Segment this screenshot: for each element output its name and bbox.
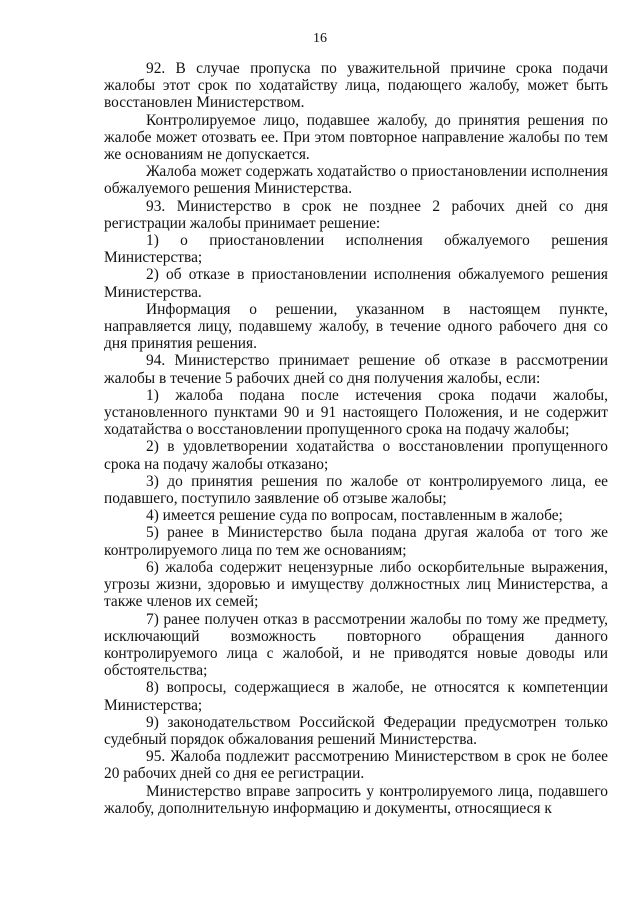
paragraph-94-item-3: 3) до принятия решения по жалобе от контролируемого лица, ее подавшего, поступило заявление об отзыве жалобы;: [104, 472, 608, 508]
paragraph-94-item-9: 9) законодательством Российской Федерации предусмотрен только судебный порядок обжалования решений Министерства.: [104, 713, 608, 748]
paragraph-94-item-2: 2) в удовлетворении ходатайства о восстановлении пропущенного срока на подачу жалобы отказано;: [104, 438, 608, 473]
document-body: [104, 60, 608, 817]
paragraph-94-item-6: 6) жалоба содержит нецензурные либо оскорбительные выражения, угрозы жизни, здоровью и имуществу должностных лиц Министерства, а также членов их семей;: [104, 558, 608, 611]
paragraph-92: 92. В случае пропуска по уважительной причине срока подачи жалобы этот срок по ходатайству лица, подающего жалобу, может быть восстановлен Министерством.: [104, 60, 608, 112]
paragraph-94: 94. Министерство принимает решение об отказе в рассмотрении жалобы в течение 5 рабочих дней со дня получения жалобы, если:: [104, 352, 608, 387]
paragraph-95: 95. Жалоба подлежит рассмотрению Министерством в срок не более 20 рабочих дней со дня ее регистрации.: [104, 748, 608, 783]
page-number: 16: [313, 31, 327, 46]
paragraph-93: 93. Министерство в срок не позднее 2 рабочих дней со дня регистрации жалобы принимает решение:: [104, 197, 608, 232]
paragraph-94-item-5: 5) ранее в Министерство была подана другая жалоба от того же контролируемого лица по тем же основаниям;: [104, 524, 608, 559]
paragraph-94-item-1: 1) жалоба подана после истечения срока подачи жалобы, установленного пунктами 90 и 91 настоящего Положения, и не содержит ходатайства о восстановлении пропущенного срока на подачу жалобы;: [104, 386, 608, 439]
paragraph-withdraw: Контролируемое лицо, подавшее жалобу, до принятия решения по жалобе может отозвать ее. При этом повторное направление жалобы по тем же основаниям не допускается.: [104, 111, 608, 164]
paragraph-additional-info: Министерство вправе запросить у контролируемого лица, подавшего жалобу, дополнительную информацию и документы, относящиеся к: [104, 782, 608, 817]
paragraph-94-item-8: 8) вопросы, содержащиеся в жалобе, не относятся к компетенции Министерства;: [104, 679, 608, 714]
paragraph-93-item-1: 1) о приостановлении исполнения обжалуемого решения Министерства;: [104, 232, 608, 267]
paragraph-decision-info: Информация о решении, указанном в настоящем пункте, направляется лицу, подавшему жалобу, в течение одного рабочего дня со дня принятия решения.: [104, 300, 608, 353]
paragraph-94-item-7: 7) ранее получен отказ в рассмотрении жалобы по тому же предмету, исключающий возможность повторного обращения данного контролируемого лица с жалобой, и не приводятся новые доводы или обстоятельства;: [104, 610, 608, 680]
paragraph-94-item-4: 4) имеется решение суда по вопросам, поставленным в жалобе;: [146, 507, 563, 525]
paragraph-suspension-request: Жалоба может содержать ходатайство о приостановлении исполнения обжалуемого решения Министерства.: [104, 163, 608, 198]
paragraph-93-item-2: 2) об отказе в приостановлении исполнения обжалуемого решения Министерства.: [104, 266, 608, 301]
